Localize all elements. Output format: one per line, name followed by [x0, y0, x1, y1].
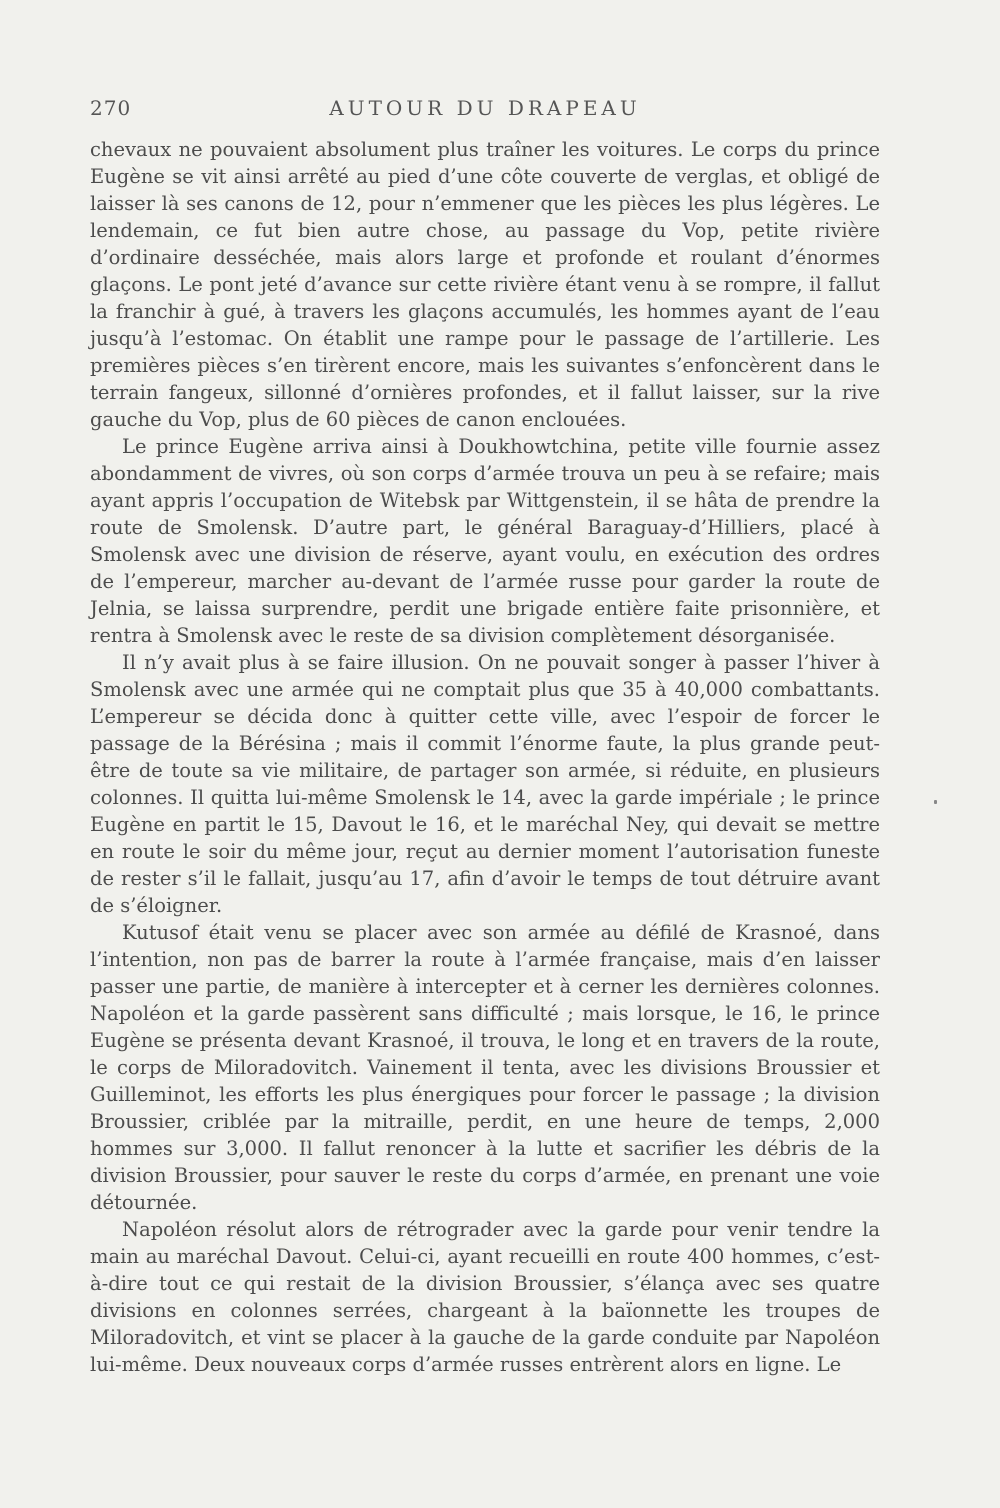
page-number: 270 [90, 96, 132, 120]
running-head [90, 96, 880, 126]
paragraph: Napoléon résolut alors de rétrograder avec la garde pour venir tendre la main au maréchal Davout. Celui-ci, ayant recueilli en route 400 hommes, c’est-à-dire tout ce qui restait de la division Broussier, s’élança avec ses quatre divisions en colonnes serrées, chargeant à la baïonnette les troupes de Miloradovitch, et vint se placer à la gauche de la garde conduite par Napoléon lui-même. Deux nouveaux corps d’armée russes entrèrent alors en ligne. Le [90, 1218, 880, 1376]
paragraph: Kutusof était venu se placer avec son armée au défilé de Krasnoé, dans l’intention, non pas de barrer la route à l’armée française, mais d’en laisser passer une partie, de manière à intercepter et à cerner les dernières colonnes. Napoléon et la garde passèrent sans difficulté ; mais lorsque, le 16, le prince Eugène se présenta devant Krasnoé, il trouva, le long et en travers de la route, le corps de Miloradovitch. Vainement il tenta, avec les divisions Broussier et Guilleminot, les efforts les plus énergiques pour forcer le passage ; la division Broussier, criblée par la mitraille, perdit, en une heure de temps, 2,000 hommes sur 3,000. Il fallut renoncer à la lutte et sacrifier les débris de la division Broussier, pour sauver le reste du corps d’armée, en prenant une voie détournée. [90, 921, 880, 1214]
body-text [90, 136, 880, 1378]
running-title: AUTOUR DU DRAPEAU [329, 96, 641, 120]
paragraph: Il n’y avait plus à se faire illusion. On ne pouvait songer à passer l’hiver à Smolensk avec une armée qui ne comptait plus que 35 à 40,000 combattants. L’empereur se décida donc à quitter cette ville, avec l’espoir de forcer le passage de la Bérésina ; mais il commit l’énorme faute, la plus grande peut-être de toute sa vie militaire, de partager son armée, si réduite, en plusieurs colonnes. Il quitta lui-même Smolensk le 14, avec la garde impériale ; le prince Eugène en partit le 15, Davout le 16, et le maréchal Ney, qui devait se mettre en route le soir du même jour, reçut au dernier moment l’autorisation funeste de rester s’il le fallait, jusqu’au 17, afin d’avoir le temps de tout détruire avant de s’éloigner. [90, 651, 880, 917]
paragraph: Le prince Eugène arriva ainsi à Doukhowtchina, petite ville fournie assez abondamment de vivres, où son corps d’armée trouva un peu à se refaire; mais ayant appris l’occupation de Witebsk par Wittgenstein, il se hâta de prendre la route de Smolensk. D’autre part, le général Baraguay-d’Hilliers, placé à Smolensk avec une division de réserve, ayant voulu, en exécution des ordres de l’empereur, marcher au-devant de l’armée russe pour garder la route de Jelnia, se laissa surprendre, perdit une brigade entière faite prisonnière, et rentra à Smolensk avec le reste de sa division complètement désorganisée. [90, 435, 880, 647]
paragraph-continued: chevaux ne pouvaient absolument plus traîner les voitures. Le corps du prince Eugène se vit ainsi arrêté au pied d’une côte couverte de verglas, et obligé de laisser là ses canons de 12, pour n’emmener que les pièces les plus légères. Le lendemain, ce fut bien autre chose, au passage du Vop, petite rivière d’ordinaire desséchée, mais alors large et profonde et roulant d’énormes glaçons. Le pont jeté d’avance sur cette rivière étant venu à se rompre, il fallut la franchir à gué, à travers les glaçons accumulés, les hommes ayant de l’eau jusqu’à l’estomac. On établit une rampe pour le passage de l’artillerie. Les premières pièces s’en tirèrent encore, mais les suivantes s’enfoncèrent dans le terrain fangeux, sillonné d’ornières profondes, et il fallut laisser, sur la rive gauche du Vop, plus de 60 pièces de canon enclouées. [90, 138, 880, 431]
ink-speck [934, 800, 937, 804]
